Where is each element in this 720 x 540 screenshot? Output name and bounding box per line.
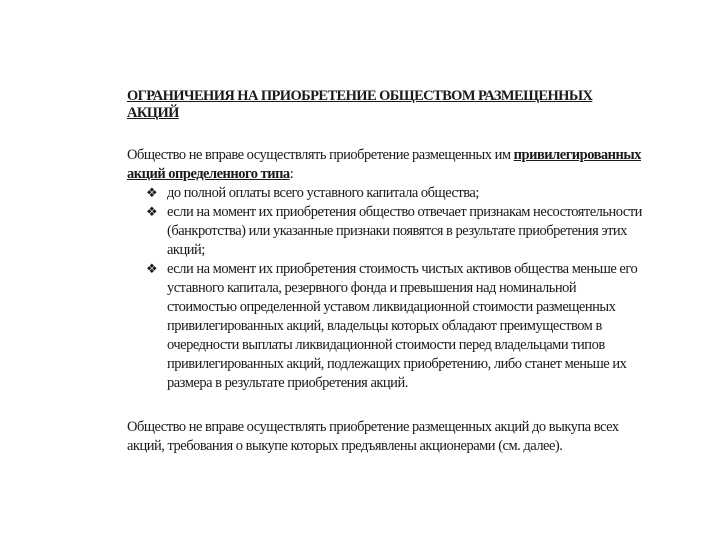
closing-paragraph: Общество не вправе осуществлять приобретение размещенных акций до выкупа всех акций, требования о выкупе которых предъявлены акционерами (см. далее).	[127, 419, 619, 454]
diamond-bullet-icon: ❖	[146, 186, 158, 201]
list-item	[146, 184, 647, 203]
bullet-list	[127, 184, 647, 393]
list-item-text: если на момент их приобретения общество отвечает признакам несостоятельности (банкротства) или указанные признаки появятся в результате приобретения этих акций;	[167, 204, 642, 258]
diamond-bullet-icon: ❖	[146, 205, 158, 220]
list-item	[146, 203, 647, 260]
list-item-text: до полной оплаты всего уставного капитала общества;	[167, 185, 479, 201]
list-item	[146, 260, 647, 393]
list-item-text: если на момент их приобретения стоимость чистых активов общества меньше его уставного капитала, резервного фонда и превышения над номинальной стоимостью определенной уставом ликвидационной стоимости размещенных привилегированных акций, владельцы которых обладают преимуществом в очередности выплаты ликвидационной стоимости перед владельцами типов привилегированных акций, подлежащих приобретению, либо станет меньше их размера в результате приобретения акций.	[167, 261, 638, 391]
intro-colon: :	[289, 166, 294, 182]
intro-emphasis: привилегированных акций определенного типа	[127, 147, 641, 182]
intro-paragraph	[127, 146, 647, 184]
slide-title: ОГРАНИЧЕНИЯ НА ПРИОБРЕТЕНИЕ ОБЩЕСТВОМ РАЗМЕЩЕННЫХ АКЦИЙ	[127, 88, 593, 121]
diamond-bullet-icon: ❖	[146, 262, 158, 277]
slide-content	[127, 88, 647, 456]
intro-text: Общество не вправе осуществлять приобретение размещенных им	[127, 147, 511, 163]
